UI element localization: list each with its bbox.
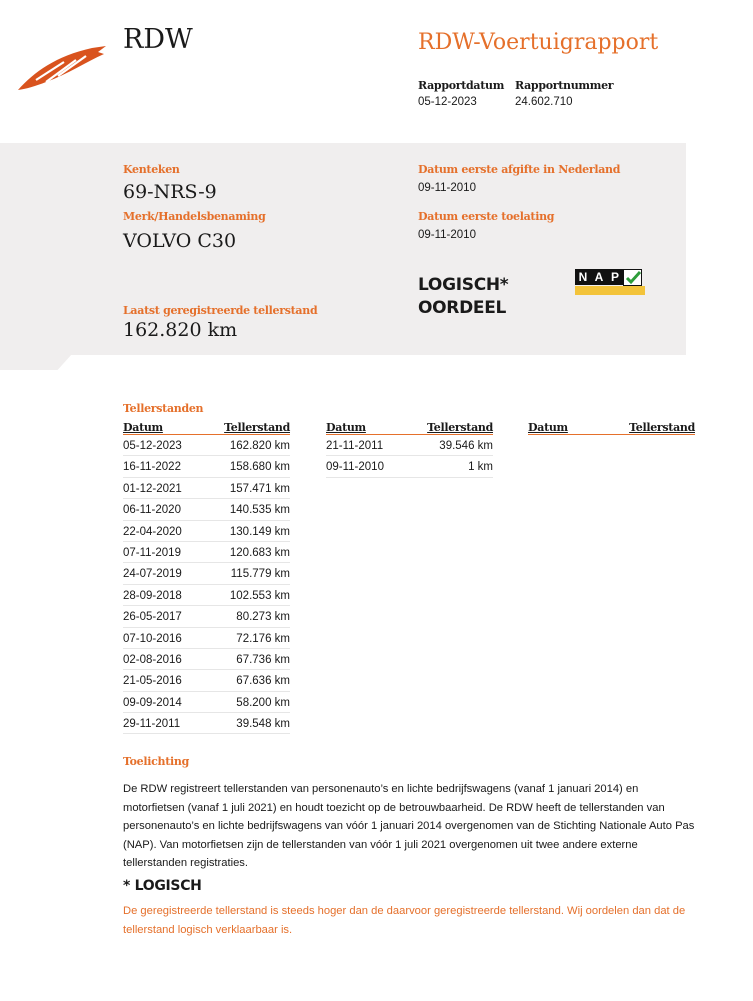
table-row	[123, 499, 290, 520]
report-title: RDW-Voertuigrapport	[418, 30, 659, 55]
verdict-line2: OORDEEL	[418, 298, 507, 318]
row-date: 05-12-2023	[123, 440, 182, 452]
col-date-header: Datum	[123, 421, 163, 434]
logisch-heading: * LOGISCH	[123, 878, 202, 894]
nap-letter-n: N	[575, 269, 591, 285]
row-value: 157.471 km	[229, 482, 290, 495]
row-value: 39.548 km	[236, 718, 290, 731]
row-date: 07-10-2016	[123, 632, 182, 645]
nap-letter-a: A	[591, 269, 607, 285]
row-date: 26-05-2017	[123, 611, 182, 624]
table-header	[528, 421, 695, 435]
report-number-label: Rapportnummer	[515, 79, 614, 92]
last-odometer-value: 162.820 km	[123, 319, 238, 341]
plate-label: Kenteken	[123, 163, 180, 176]
explanation-text: De RDW registreert tellerstanden van personenauto’s en lichte bedrijfswagens (vanaf 1 januari 2014) en motorfietsen (vanaf 1 juli 2021) en houdt toezicht op de betrouwbaarheid. De RDW heeft de tellerstanden van personenauto’s en lichte bedrijfswagens van vóór 1 januari 2014 overgenomen van de Stichting Nationale Auto Pas (NAP). Van motorfietsen zijn de tellerstanden van vóór 1 juli 2021 overgenomen uit twee andere externe tellerstanden registraties.	[123, 783, 695, 870]
row-value: 1 km	[468, 461, 493, 474]
brand-name: RDW	[123, 24, 193, 55]
col-value-header: Tellerstand	[224, 421, 290, 434]
vehicle-panel-tail	[0, 354, 72, 370]
row-date: 06-11-2020	[123, 504, 181, 517]
verdict	[418, 274, 508, 320]
explanation-title: Toelichting	[123, 755, 189, 768]
row-value: 158.680 km	[229, 461, 290, 474]
nap-badge	[575, 269, 645, 296]
table-header	[326, 421, 493, 435]
row-value: 115.779 km	[230, 568, 290, 581]
verdict-line1: LOGISCH*	[418, 275, 509, 295]
row-value: 72.176 km	[236, 632, 290, 645]
table-row	[123, 713, 290, 734]
row-value: 130.149 km	[229, 525, 290, 538]
col-value-header: Tellerstand	[629, 421, 695, 434]
row-date: 21-11-2011	[326, 440, 384, 452]
col-date-header: Datum	[326, 421, 366, 434]
nap-check-icon	[623, 269, 642, 286]
row-date: 01-12-2021	[123, 482, 182, 495]
table-row	[123, 456, 290, 477]
row-value: 80.273 km	[236, 611, 290, 624]
row-date: 09-11-2010	[326, 461, 384, 474]
table-row	[123, 521, 290, 542]
first-nl-label: Datum eerste afgifte in Nederland	[418, 163, 621, 176]
row-date: 07-11-2019	[123, 546, 181, 559]
plate-value: 69-NRS-9	[123, 181, 217, 203]
row-value: 140.535 km	[229, 504, 290, 517]
col-value-header: Tellerstand	[427, 421, 493, 434]
first-nl-value: 09-11-2010	[418, 182, 476, 194]
table-row	[123, 435, 290, 456]
table-row	[123, 563, 290, 584]
odometer-table-3	[528, 421, 695, 435]
row-date: 24-07-2019	[123, 568, 182, 581]
table-row	[123, 692, 290, 713]
row-date: 29-11-2011	[123, 718, 181, 731]
col-date-header: Datum	[528, 421, 568, 434]
table-row	[123, 649, 290, 670]
report-date-label: Rapportdatum	[418, 79, 505, 92]
odometer-table-1	[123, 421, 290, 734]
row-value: 39.546 km	[439, 440, 493, 452]
table-row	[123, 606, 290, 627]
table-header	[123, 421, 290, 435]
row-value: 67.636 km	[236, 675, 290, 688]
row-date: 28-09-2018	[123, 589, 182, 602]
logisch-text: De geregistreerde tellerstand is steeds hoger dan de daarvoor geregistreerde tellerstand. Wij oordelen dan dat de tellerstand logisch verklaarbaar is.	[123, 905, 686, 936]
odometer-table-2	[326, 421, 493, 478]
row-date: 16-11-2022	[123, 461, 181, 474]
row-date: 02-08-2016	[123, 653, 182, 666]
rdw-feather-logo-icon	[16, 42, 108, 92]
nap-bar	[575, 286, 645, 295]
row-value: 162.820 km	[229, 440, 290, 452]
report-number: 24.602.710	[515, 96, 573, 108]
table-row	[123, 542, 290, 563]
row-value: 67.736 km	[236, 653, 290, 666]
row-value: 58.200 km	[236, 696, 290, 709]
first-admission-label: Datum eerste toelating	[418, 210, 555, 223]
table-row	[326, 435, 493, 456]
table-row	[123, 478, 290, 499]
brand-label: Merk/Handelsbenaming	[123, 210, 266, 223]
table-row	[123, 585, 290, 606]
row-value: 102.553 km	[229, 589, 290, 602]
table-row	[326, 456, 493, 477]
row-value: 120.683 km	[229, 546, 290, 559]
last-odometer-label: Laatst geregistreerde tellerstand	[123, 304, 318, 317]
nap-letter-p: P	[607, 269, 623, 285]
row-date: 22-04-2020	[123, 525, 182, 538]
report-date: 05-12-2023	[418, 96, 477, 108]
row-date: 09-09-2014	[123, 696, 182, 709]
table-row	[123, 628, 290, 649]
table-row	[123, 670, 290, 691]
first-admission-value: 09-11-2010	[418, 229, 476, 241]
brand-value: VOLVO C30	[123, 230, 237, 252]
row-date: 21-05-2016	[123, 675, 182, 688]
odometer-title: Tellerstanden	[123, 402, 204, 415]
